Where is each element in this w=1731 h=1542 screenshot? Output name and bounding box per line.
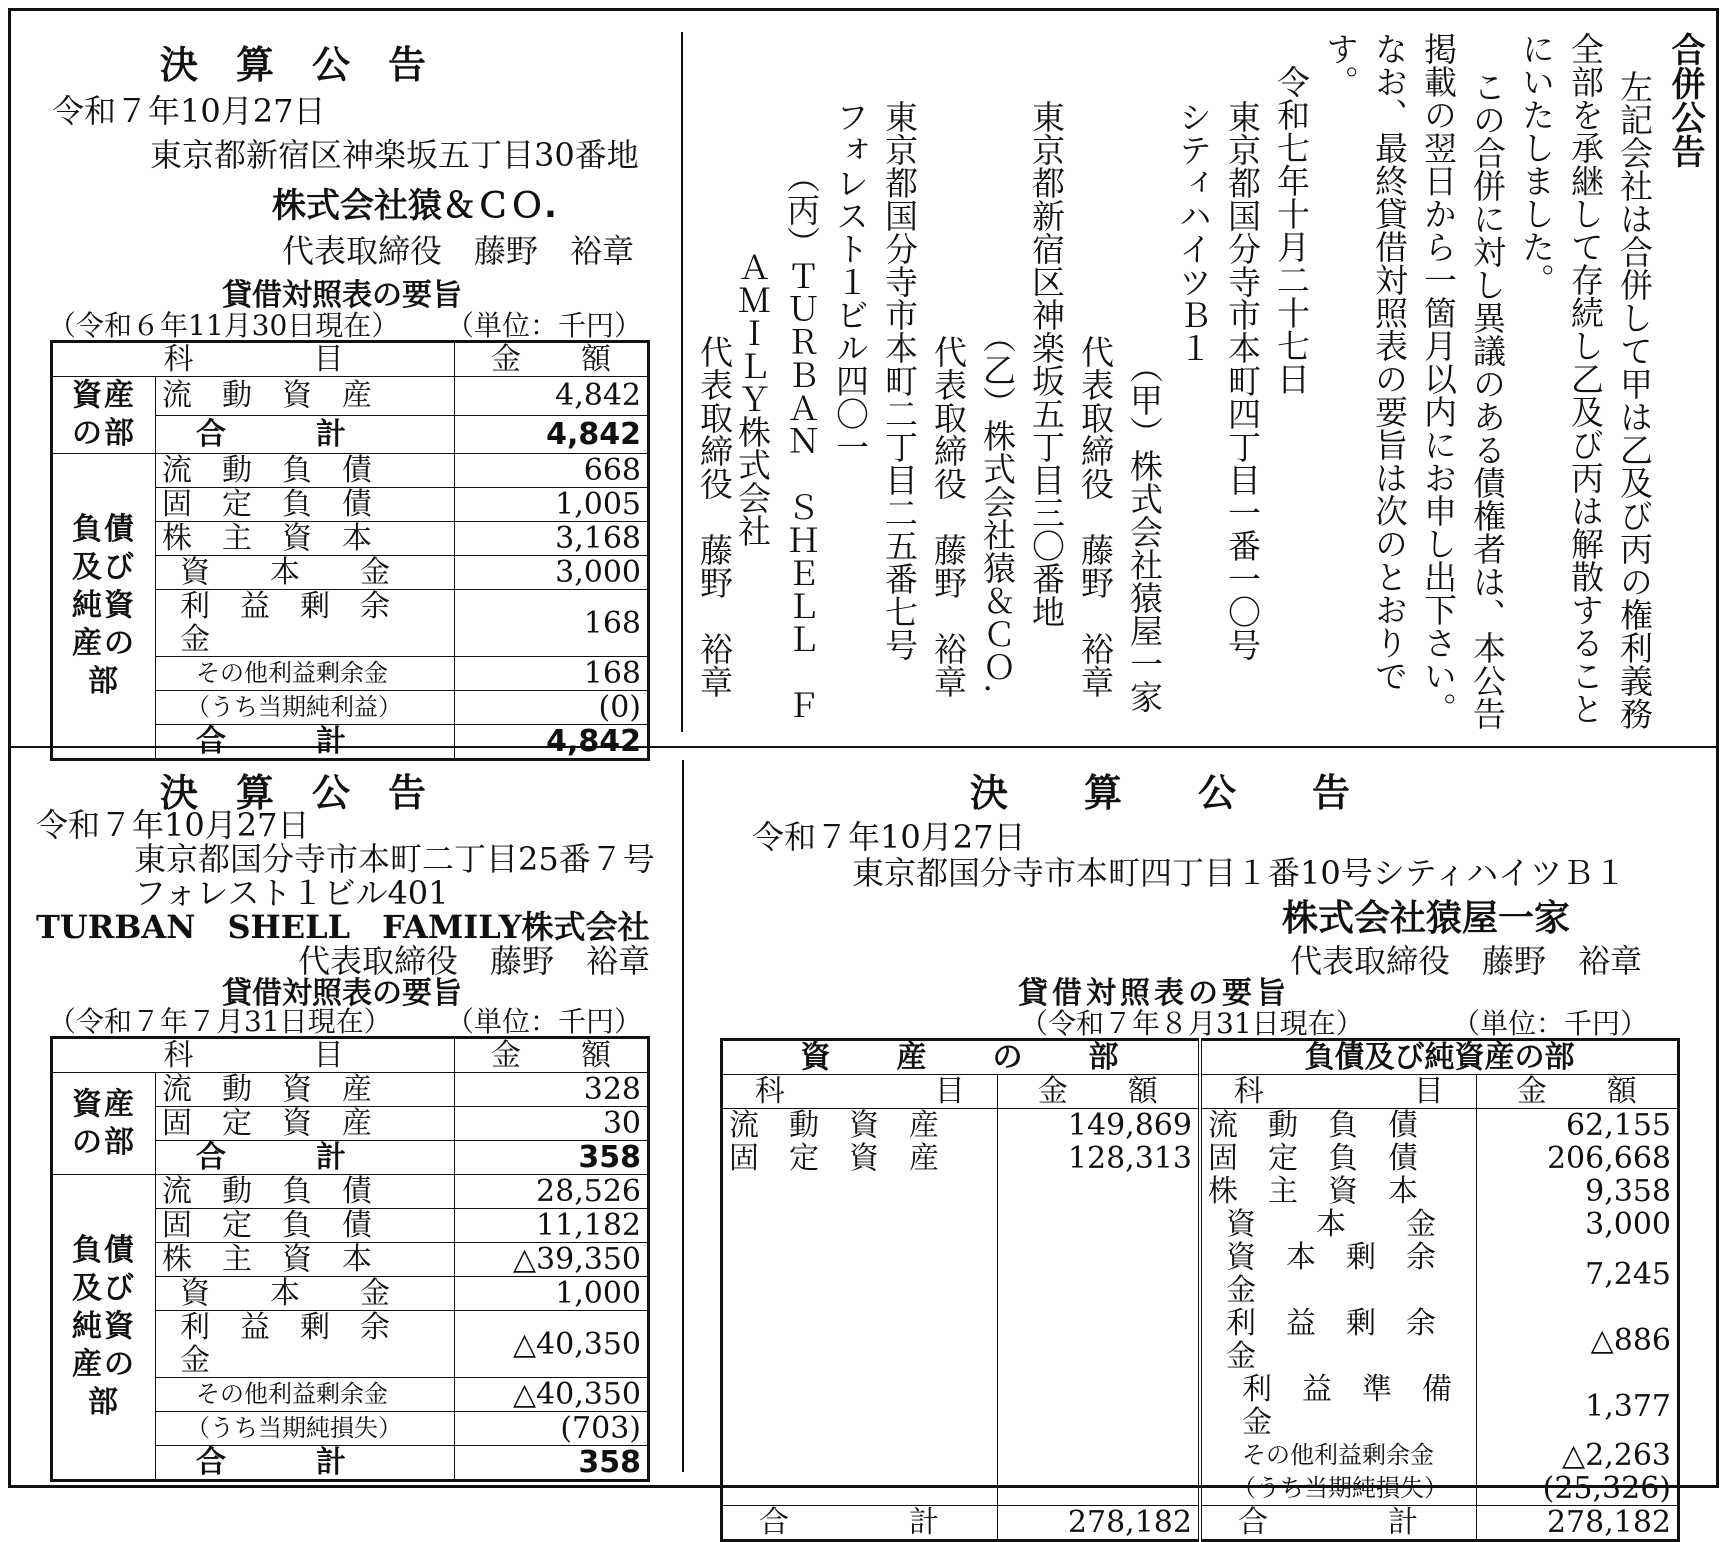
asset-value: 128,313 — [997, 1142, 1200, 1175]
merger-line: フォレスト１ビル四〇一 — [831, 100, 870, 463]
asset-value: 149,869 — [997, 1109, 1200, 1143]
bottom-left-as-of: （令和７年７月31日現在） — [48, 1005, 392, 1038]
row-label: 流 動 負 債 — [156, 1175, 455, 1209]
assets-total-value: 278,182 — [997, 1506, 1200, 1541]
row-label: 流 動 資 産 — [156, 1073, 455, 1107]
row-value: △40,350 — [455, 1378, 649, 1412]
asset-label: 流 動 資 産 — [722, 1109, 998, 1143]
row-label: 利 益 剰 余 金 — [156, 1311, 455, 1378]
merger-line: （甲）株式会社猿屋一家 — [1125, 350, 1164, 713]
col-header-item: 科 目 — [52, 1038, 455, 1073]
liab-label: 利 益 剰 余 金 — [1200, 1307, 1476, 1373]
col-header-amount: 金 額 — [1476, 1075, 1678, 1109]
row-label: 利 益 剰 余 金 — [156, 590, 455, 657]
col-header-item: 科 目 — [52, 342, 455, 377]
row-value: △40,350 — [455, 1311, 649, 1378]
liab-label: 固 定 負 債 — [1200, 1142, 1476, 1175]
merger-line: 東京都新宿区神楽坂五丁目三〇番地 — [1027, 100, 1066, 628]
row-value: 3,168 — [455, 522, 649, 556]
liab-label: （うち当期純損失） — [1200, 1472, 1476, 1506]
liab-value: 206,668 — [1476, 1142, 1678, 1175]
row-label: 資 本 金 — [156, 556, 455, 590]
bottom-left-address1: 東京都国分寺市本町二丁目25番７号 — [134, 840, 655, 878]
row-value: 28,526 — [455, 1175, 649, 1209]
row-label: 株 主 資 本 — [156, 522, 455, 556]
merger-line: 代表取締役 藤野 裕章 — [929, 335, 968, 698]
bottom-right-date: 令和７年10月27日 — [752, 818, 1026, 856]
liab-value: 62,155 — [1476, 1109, 1678, 1143]
vertical-divider-top — [681, 32, 683, 732]
row-value: 168 — [455, 590, 649, 657]
top-left-unit: （単位：千円） — [446, 309, 643, 342]
bottom-right-unit: （単位：千円） — [1452, 1007, 1649, 1040]
bottom-right-address: 東京都国分寺市本町四丁目１番10号シティハイツＢ１ — [852, 854, 1627, 892]
merger-line: す。 — [1321, 32, 1360, 98]
row-label: 固 定 負 債 — [156, 488, 455, 522]
row-label: 資 本 金 — [156, 1277, 455, 1311]
bottom-right-representative: 代表取締役 藤野 裕章 — [1290, 942, 1643, 980]
row-label: 固 定 資 産 — [156, 1107, 455, 1141]
liab-value: △2,263 — [1476, 1439, 1678, 1472]
vertical-divider-bottom — [682, 760, 684, 1472]
bottom-left-balance-sheet — [50, 1036, 650, 1482]
row-label: （うち当期純損失） — [156, 1412, 455, 1446]
liab-section-label: 負債及び純資産の部 — [72, 512, 136, 699]
merger-title: 合併公告 — [1665, 32, 1705, 168]
col-header-amount: 金 額 — [997, 1075, 1200, 1109]
row-value: (703) — [455, 1412, 649, 1446]
liab-value: (25,326) — [1476, 1472, 1678, 1506]
bottom-right-as-of: （令和７年８月31日現在） — [1020, 1007, 1364, 1040]
assets-header: 資 産 の 部 — [722, 1040, 1200, 1075]
row-value: 3,000 — [455, 556, 649, 590]
liab-value: 3,000 — [1476, 1208, 1678, 1241]
row-value: 668 — [455, 454, 649, 488]
merger-line: 掲載の翌日から一箇月以内にお申し出下さい。 — [1419, 32, 1458, 725]
bottom-left-company: TURBAN SHELL FAMILY株式会社 — [36, 908, 650, 946]
merger-line: にいたしました。 — [1517, 32, 1556, 296]
merger-line: なお、最終貸借対照表の要旨は次のとおりで — [1370, 32, 1409, 692]
liab-label: その他利益剰余金 — [1200, 1439, 1476, 1472]
merger-line: 東京都国分寺市本町四丁目一番一〇号 — [1223, 100, 1262, 661]
assets-total-label: 合 計 — [156, 1141, 455, 1175]
liab-header: 負債及び純資産の部 — [1200, 1040, 1679, 1075]
liab-value: 7,245 — [1476, 1241, 1678, 1307]
top-left-date: 令和７年10月27日 — [52, 92, 326, 130]
col-header-item: 科 目 — [722, 1075, 998, 1109]
assets-total-label: 合 計 — [156, 415, 455, 454]
col-header-item: 科 目 — [1200, 1075, 1476, 1109]
liab-total-value: 278,182 — [1476, 1506, 1678, 1541]
top-left-balance-sheet — [50, 340, 650, 761]
row-value: 168 — [455, 657, 649, 691]
liab-label: 利 益 準 備 金 — [1200, 1373, 1476, 1439]
liab-label: 株 主 資 本 — [1200, 1175, 1476, 1208]
bottom-left-date: 令和７年10月27日 — [36, 806, 310, 844]
top-left-bs-title: 貸借対照表の要旨 — [222, 278, 462, 313]
liab-label: 流 動 負 債 — [1200, 1109, 1476, 1143]
liab-total-label: 合 計 — [1200, 1506, 1476, 1541]
row-value: 11,182 — [455, 1209, 649, 1243]
liab-total-label: 合 計 — [156, 725, 455, 760]
col-header-amount: 金 額 — [455, 342, 649, 377]
merger-line: シティハイツＢ１ — [1174, 100, 1213, 364]
bottom-left-unit: （単位：千円） — [446, 1005, 643, 1038]
liab-value: 1,377 — [1476, 1373, 1678, 1439]
bottom-right-bs-title: 貸借対照表の要旨 — [1018, 976, 1290, 1011]
liab-label: 資 本 金 — [1200, 1208, 1476, 1241]
bottom-right-company: 株式会社猿屋一家 — [1282, 898, 1571, 939]
assets-total-value: 358 — [455, 1141, 649, 1175]
top-left-as-of: （令和６年11月30日現在） — [48, 309, 400, 342]
liab-value: 9,358 — [1476, 1175, 1678, 1208]
row-label: その他利益剰余金 — [156, 657, 455, 691]
liab-total-value: 4,842 — [455, 725, 649, 760]
merger-line: この合併に対し異議のある債権者は、本公告 — [1468, 70, 1507, 730]
row-value: 1,000 — [455, 1277, 649, 1311]
row-value: 30 — [455, 1107, 649, 1141]
merger-line: 令和七年十月二十七日 — [1272, 65, 1311, 395]
top-left-address: 東京都新宿区神楽坂五丁目30番地 — [150, 136, 639, 174]
merger-line: （乙）株式会社猿＆ＣＯ. — [978, 320, 1017, 694]
row-value: 328 — [455, 1073, 649, 1107]
bottom-left-address2: フォレスト１ビル401 — [134, 874, 449, 912]
merger-line: （丙）ＴＵＲＢＡＮ ＳＨＥＬＬ Ｆ — [782, 160, 821, 721]
merger-line: 代表取締役 藤野 裕章 — [1076, 335, 1115, 698]
asset-label: 固 定 資 産 — [722, 1142, 998, 1175]
bottom-left-bs-title: 貸借対照表の要旨 — [222, 976, 462, 1011]
assets-total-label: 合 計 — [722, 1506, 998, 1541]
top-left-representative: 代表取締役 藤野 裕章 — [282, 232, 635, 270]
bottom-right-title: 決 算 公 告 — [970, 770, 1351, 815]
assets-section-label: 資産の部 — [72, 1086, 136, 1160]
row-value: 1,005 — [455, 488, 649, 522]
row-value: (0) — [455, 691, 649, 725]
merger-line: ＡＭＩＬＹ株式会社 — [733, 250, 772, 547]
top-left-title: 決 算 公 告 — [160, 42, 427, 87]
liab-section-label: 負債及び純資産の部 — [72, 1233, 136, 1420]
merger-line: 左記会社は合併して甲は乙及び丙の権利義務 — [1615, 70, 1654, 730]
liab-label: 資 本 剰 余 金 — [1200, 1241, 1476, 1307]
liab-total-value: 358 — [455, 1446, 649, 1481]
merger-line: 全部を承継して存続し乙及び丙は解散すること — [1566, 32, 1605, 725]
assets-section-label: 資産の部 — [72, 378, 136, 451]
bottom-left-representative: 代表取締役 藤野 裕章 — [298, 942, 651, 980]
row-value: 4,842 — [455, 377, 649, 416]
row-label: その他利益剰余金 — [156, 1378, 455, 1412]
row-label: （うち当期純利益） — [156, 691, 455, 725]
col-header-amount: 金 額 — [455, 1038, 649, 1073]
assets-total-value: 4,842 — [455, 415, 649, 454]
merger-line: 東京都国分寺市本町二丁目二五番七号 — [880, 100, 919, 661]
row-value: △39,350 — [455, 1243, 649, 1277]
row-label: 流 動 負 債 — [156, 454, 455, 488]
bottom-right-balance-sheet — [720, 1038, 1680, 1542]
liab-value: △886 — [1476, 1307, 1678, 1373]
top-left-company: 株式会社猿＆ＣＯ. — [272, 186, 557, 226]
liab-total-label: 合 計 — [156, 1446, 455, 1481]
bottom-left-title: 決 算 公 告 — [160, 770, 427, 815]
row-label: 流 動 資 産 — [156, 377, 455, 416]
merger-line: 代表取締役 藤野 裕章 — [695, 335, 734, 698]
row-label: 株 主 資 本 — [156, 1243, 455, 1277]
row-label: 固 定 負 債 — [156, 1209, 455, 1243]
